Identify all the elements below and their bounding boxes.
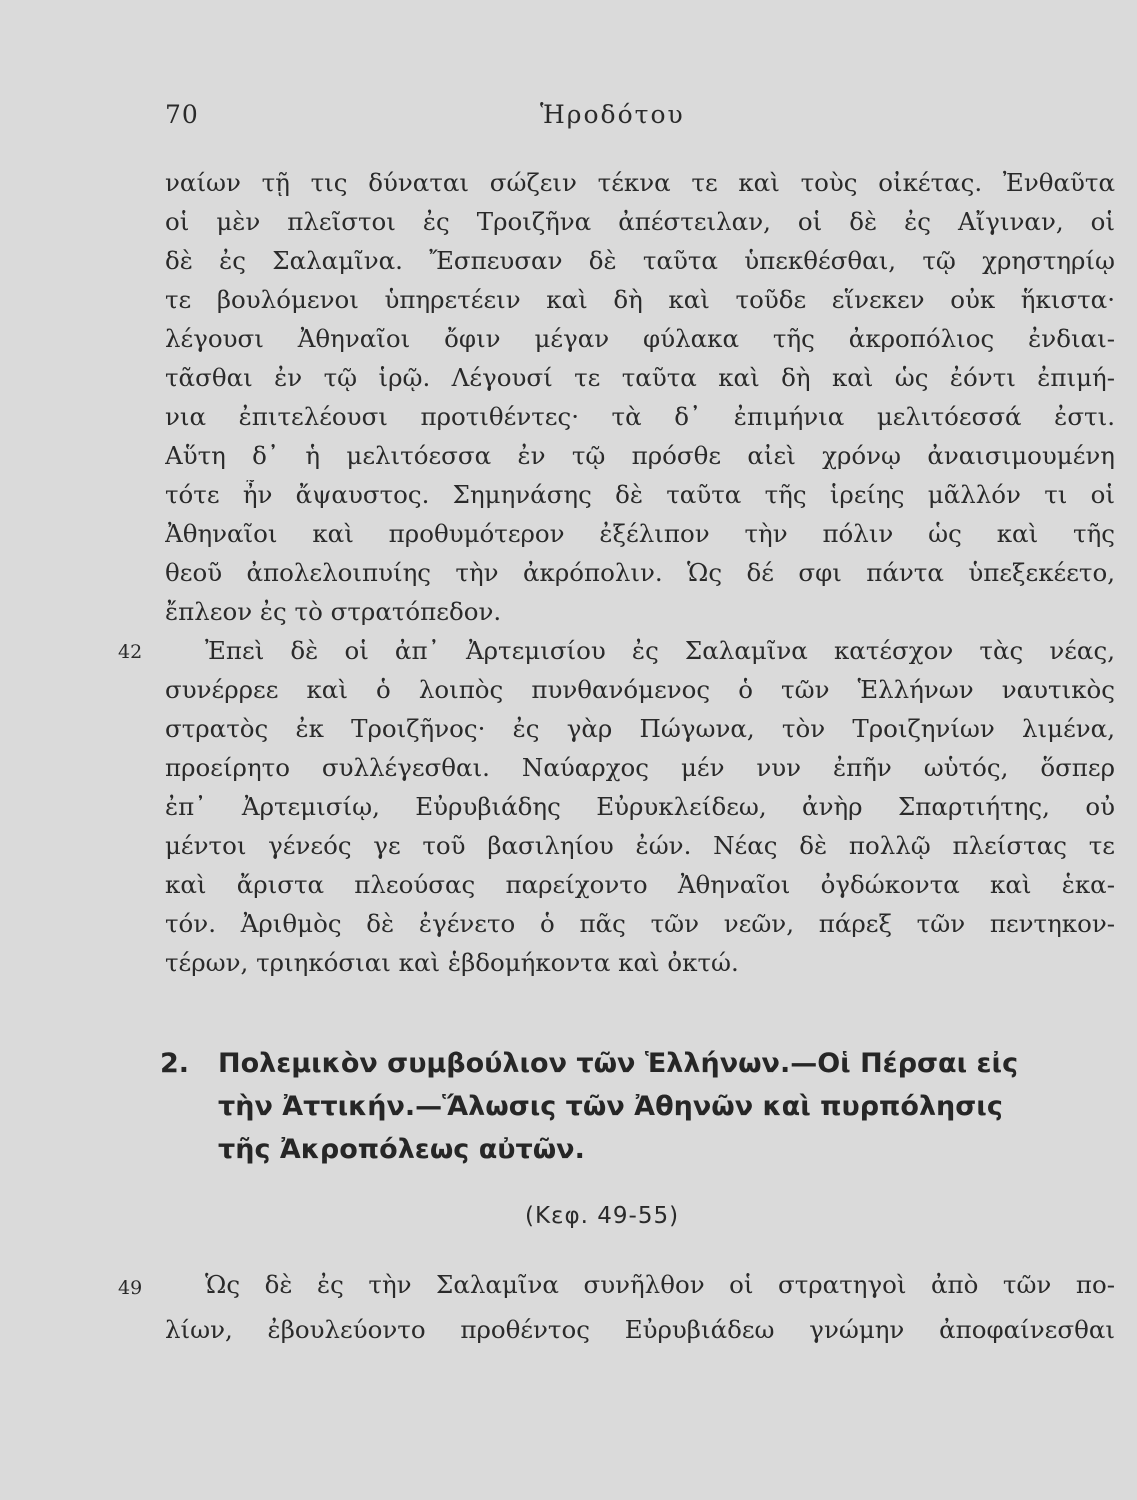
text-line: προείρητο συλλέγεσθαι. Ναύαρχος μέν νυν ἐπῆν ωὑτός, ὅσπερ (165, 753, 1115, 782)
text-line: στρατὸς ἐκ Τροιζῆνος· ἐς γὰρ Πώγωνα, τὸν Τροιζηνίων λιμένα, (165, 714, 1115, 743)
page-number: 70 (165, 100, 199, 129)
text-line: Ὡς δὲ ἐς τὴν Σαλαμῖνα συνῆλθον οἱ στρατηγοὶ ἀπὸ τῶν πο- (205, 1270, 1115, 1299)
text-line: οἱ μὲν πλεῖστοι ἐς Τροιζῆνα ἀπέστειλαν, οἱ δὲ ἐς Αἴγιναν, οἱ (165, 207, 1115, 236)
section-number: 2. (160, 1048, 190, 1079)
text-line: τε βουλόμενοι ὑπηρετέειν καὶ δὴ καὶ τοῦδε εἵνεκεν οὐκ ἥκιστα· (165, 285, 1115, 314)
running-head: Ἡροδότου (540, 100, 685, 129)
text-line: λίων, ἐβουλεύοντο προθέντος Εὐρυβιάδεω γνώμην ἀποφαίνεσθαι (165, 1315, 1115, 1344)
text-line: τότε ἦν ἄψαυστος. Σημηνάσης δὲ ταῦτα τῆς ἱρείης μᾶλλόν τι οἱ (165, 480, 1115, 509)
text-line: τᾶσθαι ἐν τῷ ἱρῷ. Λέγουσί τε ταῦτα καὶ δὴ καὶ ὡς ἐόντι ἐπιμή- (165, 363, 1115, 392)
margin-chapter-number: 49 (118, 1277, 143, 1299)
text-line: Ἀθηναῖοι καὶ προθυμότερον ἐξέλιπον τὴν πόλιν ὡς καὶ τῆς (165, 519, 1115, 548)
chapter-reference: (Κεφ. 49-55) (525, 1203, 680, 1229)
text-line: ἐπ᾿ Ἀρτεμισίῳ, Εὐρυβιάδης Εὐρυκλείδεω, ἀνὴρ Σπαρτιήτης, οὐ (165, 792, 1115, 821)
text-line: Ἐπεὶ δὲ οἱ ἀπ᾿ Ἀρτεμισίου ἐς Σαλαμῖνα κατέσχον τὰς νέας, (205, 636, 1115, 665)
text-line: Αὕτη δ᾿ ἡ μελιτόεσσα ἐν τῷ πρόσθε αἰεὶ χρόνῳ ἀναισιμουμένη (165, 441, 1115, 470)
section-heading-text: Πολεμικὸν συμβούλιον τῶν Ἑλλήνων.—Οἱ Πέρσαι εἰς (218, 1048, 1019, 1079)
section-heading-line (160, 1042, 1120, 1085)
text-line: νια ἐπιτελέουσι προτιθέντες· τὰ δ᾿ ἐπιμήνια μελιτόεσσά ἐστι. (165, 402, 1115, 431)
text-line: τόν. Ἀριθμὸς δὲ ἐγένετο ὁ πᾶς τῶν νεῶν, πάρεξ τῶν πεντηκον- (165, 909, 1115, 938)
text-line: τέρων, τριηκόσιαι καὶ ἑβδομήκοντα καὶ ὀκτώ. (165, 948, 739, 977)
text-line: καὶ ἄριστα πλεούσας παρείχοντο Ἀθηναῖοι ὀγδώκοντα καὶ ἑκα- (165, 870, 1115, 899)
section-heading-line: τῆς Ἀκροπόλεως αὐτῶν. (218, 1134, 585, 1165)
text-line: συνέρρεε καὶ ὁ λοιπὸς πυνθανόμενος ὁ τῶν Ἑλλήνων ναυτικὸς (165, 675, 1115, 704)
section-heading-line: τὴν Ἀττικήν.—Ἅλωσις τῶν Ἀθηνῶν καὶ πυρπόλησις (218, 1091, 1003, 1122)
text-line: ναίων τῇ τις δύναται σώζειν τέκνα τε καὶ τοὺς οἰκέτας. Ἐνθαῦτα (165, 168, 1115, 197)
text-line: λέγουσι Ἀθηναῖοι ὄφιν μέγαν φύλακα τῆς ἀκροπόλιος ἐνδιαι- (165, 324, 1115, 353)
text-line: δὲ ἐς Σαλαμῖνα. Ἔσπευσαν δὲ ταῦτα ὑπεκθέσθαι, τῷ χρηστηρίῳ (165, 246, 1115, 275)
section-heading (160, 1042, 1120, 1171)
text-line: θεοῦ ἀπολελοιπυίης τὴν ἀκρόπολιν. Ὡς δέ σφι πάντα ὑπεξεκέετο, (165, 558, 1115, 587)
margin-chapter-number: 42 (118, 641, 143, 663)
text-line: μέντοι γένεός γε τοῦ βασιληίου ἐών. Νέας δὲ πολλῷ πλείστας τε (165, 831, 1115, 860)
text-line: ἔπλεον ἐς τὸ στρατόπεδον. (165, 597, 502, 626)
